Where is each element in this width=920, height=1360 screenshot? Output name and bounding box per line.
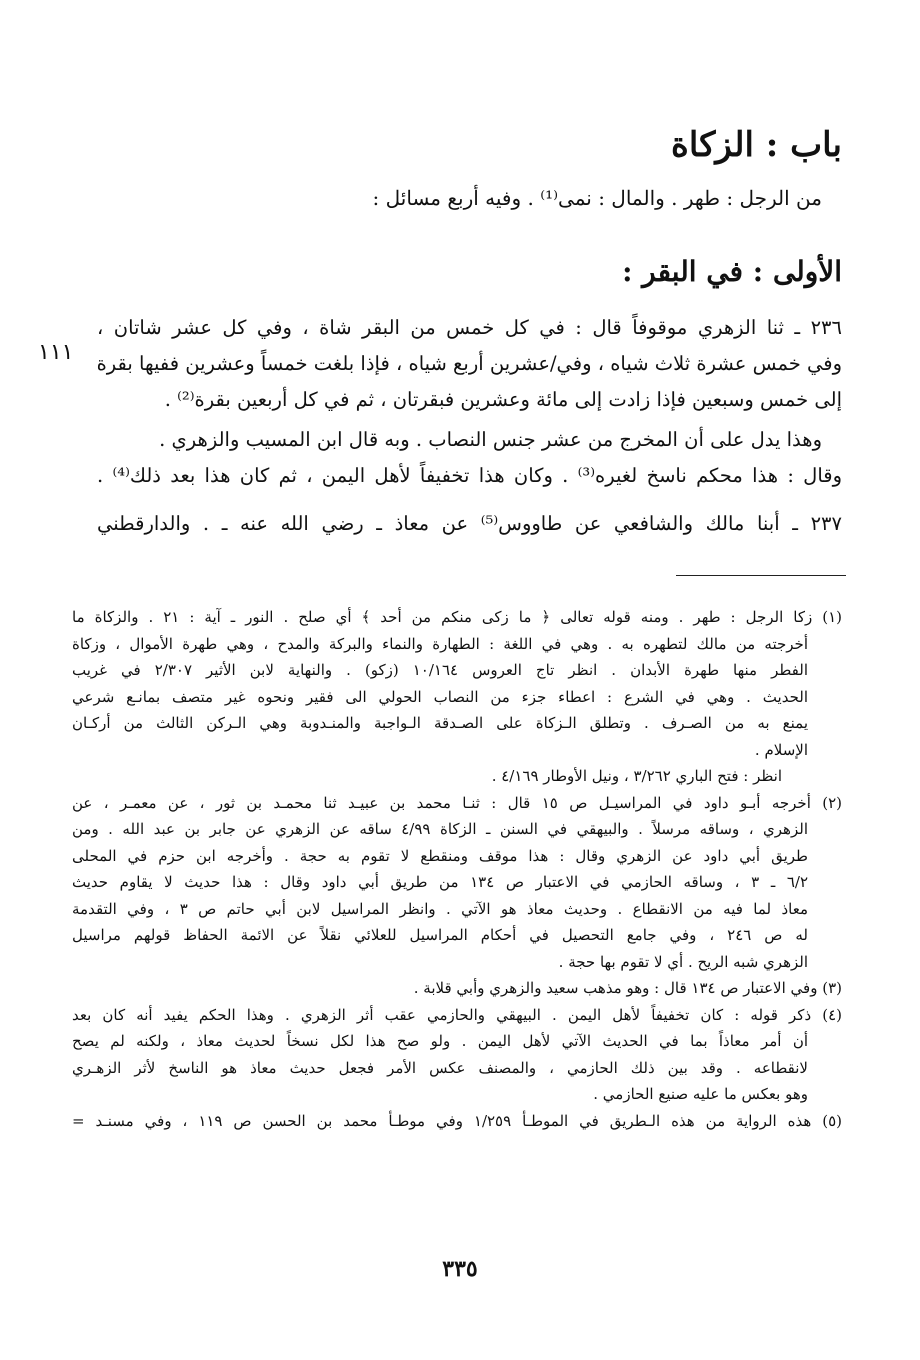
- body-line: ٢٣٦ ـ ثنا الزهري موقوفاً قال : في كل خمس من البقر شاة ، وفي كل عشر شاتان ،: [97, 316, 842, 339]
- footnote-line: طريق أبي داود عن الزهري وقال : هذا موقف ومنقطع لا تقوم به حجة . وأخرجه ابن حزم في المحلى: [72, 846, 808, 865]
- footnote-line: انظر : فتح الباري ٣/٢٦٢ ، ونيل الأوطار ٤/١٦٩ .: [491, 767, 782, 785]
- footnote-line: معاذ لما فيه من الانقطاع . وحديث معاذ هو الآتي . وانظر المراسيل لابن أبي حاتم ص ٣ ، وفي التقدمة: [72, 899, 809, 918]
- footnote-4: [72, 1002, 842, 1108]
- footnote-line: الحديث . وهي في الشرع : اعطاء جزء من النصاب الحولي الى فقير ونحوه غير متصف بمانـع شرعي: [72, 687, 808, 706]
- chapter-title: باب : الزكاة: [671, 125, 842, 165]
- footnote-line: الزهري شبه الريح . أي لا تقوم بها حجة .: [558, 952, 808, 971]
- margin-page-reference: ١١١: [38, 340, 74, 365]
- footnote-line: له ص ٢٤٦ ، وفي جامع التحصيل في أحكام المراسيل للعلائي نقلاً عن الائمة الحفاظ قولهم مراسيل: [72, 926, 808, 944]
- footnote-separator: [676, 575, 846, 576]
- footnote-line: (٤) ذكر قوله : كان تخفيفاً لأهل اليمن . البيهقي والحازمي عقب أثر الزهري . وهذا الحكم يفيد أنه كان بعد: [72, 1005, 842, 1024]
- commentary-paragraph: [97, 422, 842, 494]
- footnote-line: وهو بعكس ما عليه صنيع الحازمي .: [593, 1085, 808, 1103]
- page-number: ٣٣٥: [442, 1256, 478, 1282]
- footnote-1: [72, 604, 842, 790]
- hadith-236: [97, 310, 842, 418]
- footnote-line: الإسلام .: [754, 740, 808, 759]
- body-line: ٢٣٧ ـ أبنا مالك والشافعي عن طاووس⁽⁵⁾ عن معاذ ـ رضي الله عنه ـ . والدارقطني: [97, 512, 842, 535]
- footnote-line: (١) زكا الرجل : طهر . ومنه قوله تعالى ﴿ ما زكى منكم من أحد ﴾ أي صلح . النور ـ آية : ٢١ . والزكاة ما: [72, 608, 842, 626]
- footnote-3: [72, 975, 842, 1002]
- footnote-line: أخرجته من مالك لتطهره به . وهي في اللغة : الطهارة والنماء والبركة والمدح ، وهي طهرة الأموال ، وزكاة: [72, 634, 808, 653]
- footnote-line: الفطر منها طهرة الأبدان . انظر تاج العروس ١٠/١٦٤ (زكو) . والنهاية لابن الأثير ٢/٣٠٧ في غريب: [72, 661, 809, 679]
- footnote-line: (٢) أخرجه أبـو داود في المراسيـل ص ١٥ قال : ثنـا محمد بن عبيـد ثنا محمـد بن ثور ، عن معمـر ، عن: [72, 793, 842, 812]
- footnote-line: لانقطاعه . وقد بين ذلك الحازمي ، والمصنف عكس الأمر فجعل حديث معاذ هو الناسخ لأثر الزهـري: [72, 1058, 808, 1077]
- footnote-line: (٥) هذه الرواية من هذه الـطريق في الموطـأ ١/٢٥٩ وفي موطـأ محمد بن الحسن ص ١١٩ ، وفي مسنـد =: [72, 1111, 842, 1130]
- footnote-line: الزهري ، وساقه مرسلاً . والبيهقي في السنن ـ الزكاة ٤/٩٩ ساقه عن الزهري عن جابر بن عبد الله . ومن: [72, 820, 808, 838]
- footnotes: [72, 604, 842, 1134]
- footnote-line: ٦/٢ ـ ٣ ، وساقه الحازمي في الاعتبار ص ١٣٤ من طريق أبي داود وقال : هذا حديث لا يقاوم حديث: [72, 873, 808, 891]
- footnote-line: (٣) وفي الاعتبار ص ١٣٤ قال : وهو مذهب سعيد والزهري وأبي قلابة .: [413, 979, 842, 997]
- footnote-line: أن أمر معاذاً بما في الحديث الآتي لأهل اليمن . ولو صح هذا لكل نسخاً لحديث معاذ ، ولكنه لم يصح: [72, 1032, 808, 1050]
- section-title: الأولى : في البقر :: [622, 255, 842, 288]
- body-line: إلى خمس وسبعين فإذا زادت إلى مائة وعشرين فبقرتان ، ثم في كل أربعين بقرة⁽²⁾ .: [164, 388, 842, 411]
- footnote-line: يمنع به من الصـرف . وتطلق الـزكاة على الصـدقة الـواجبة والمنـدوبة وهي الـركن الثالث من أركـان: [72, 714, 808, 732]
- footnote-2: [72, 790, 842, 976]
- footnote-5: [72, 1108, 842, 1135]
- body-line: وفي خمس عشرة ثلاث شياه ، وفي/عشرين أربع شياه ، فإذا بلغت خمساً وعشرين ففيها بقرة: [97, 352, 842, 375]
- body-line: وهذا يدل على أن المخرج من عشر جنس النصاب . وبه قال ابن المسيب والزهري .: [159, 428, 822, 451]
- hadith-237: [97, 506, 842, 542]
- chapter-intro: من الرجل : طهر . والمال : نمى⁽¹⁾ . وفيه أربع مسائل :: [372, 186, 822, 210]
- body-line: وقال : هذا محكم ناسخ لغيره⁽³⁾ . وكان هذا تخفيفاً لأهل اليمن ، ثم كان هذا بعد ذلك⁽⁴⁾ .: [97, 464, 842, 487]
